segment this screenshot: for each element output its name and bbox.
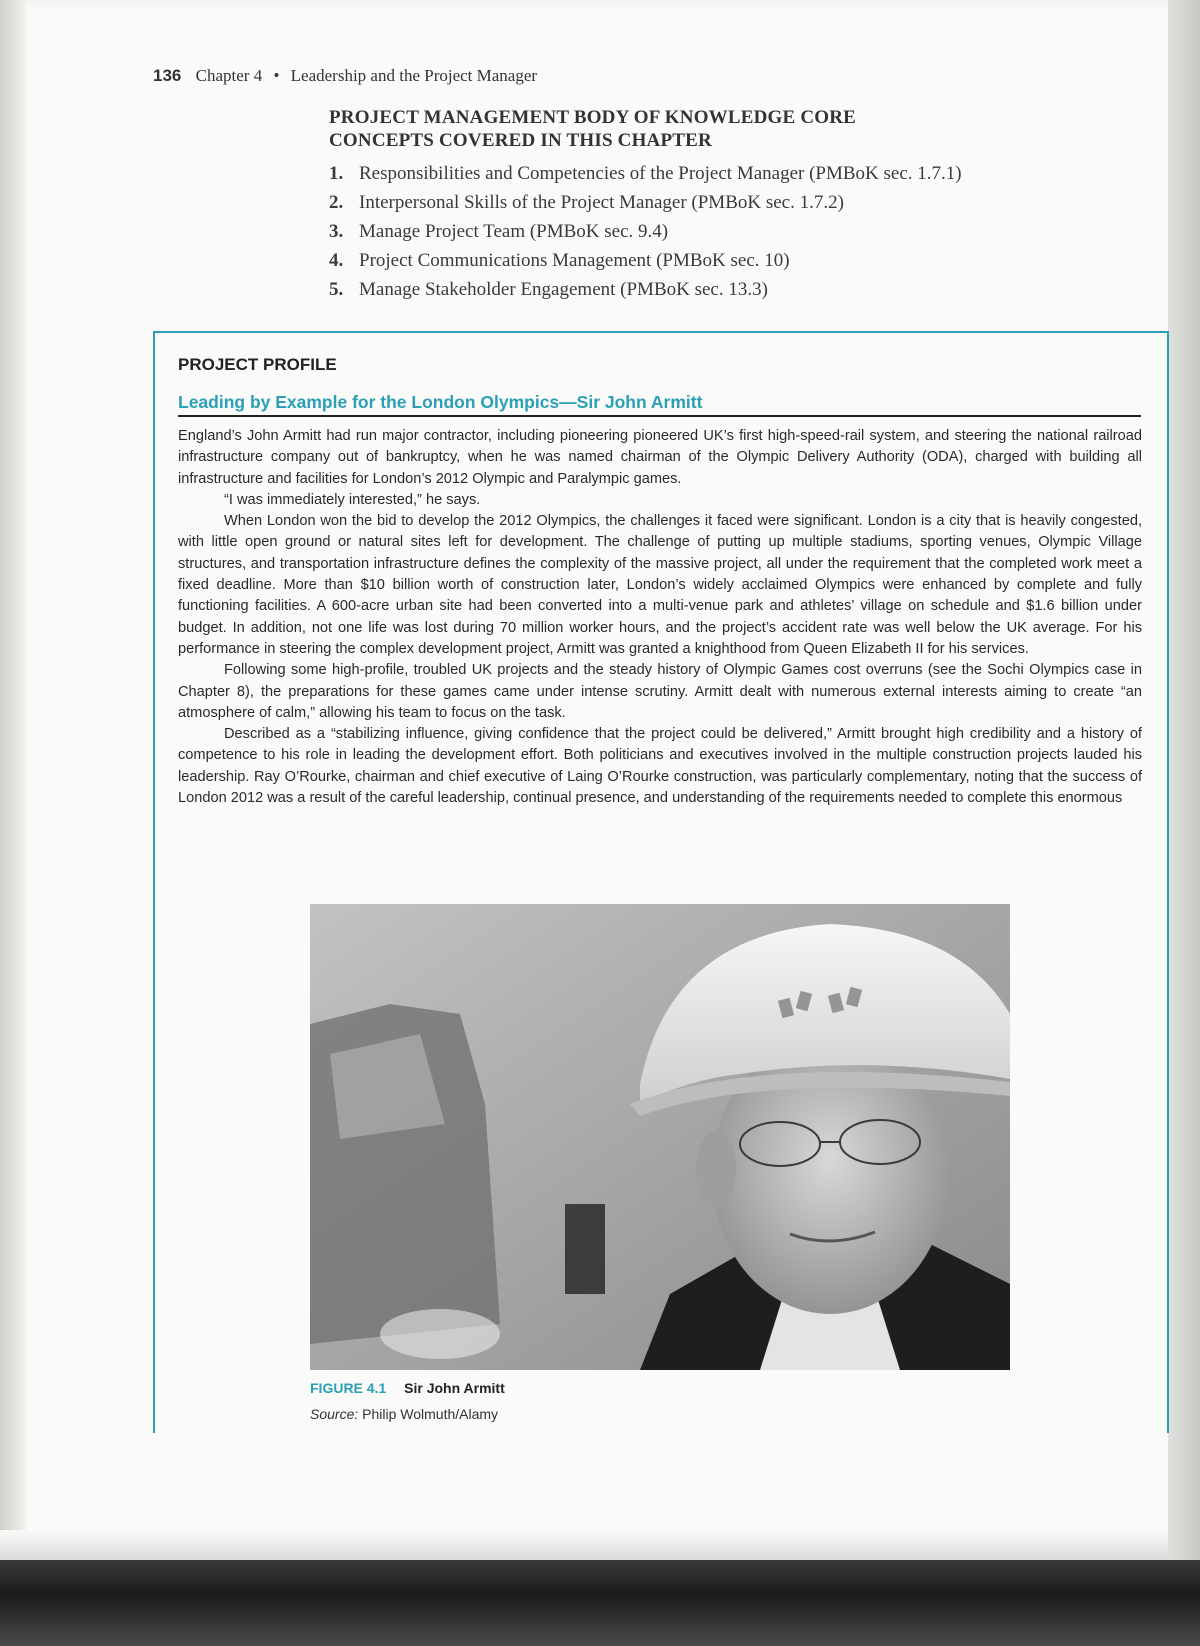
- page-number: 136: [153, 66, 182, 85]
- project-profile-title: Leading by Example for the London Olympics—Sir John Armitt: [178, 392, 1141, 417]
- core-concepts-heading-line1: PROJECT MANAGEMENT BODY OF KNOWLEDGE CORE: [329, 107, 857, 128]
- list-item-text: Manage Stakeholder Engagement (PMBoK sec. 13.3): [359, 279, 768, 300]
- list-item-number: 4.: [329, 250, 344, 271]
- running-header: [153, 66, 537, 86]
- spine-shadow: [0, 0, 26, 1646]
- page-edge-shadow: [1168, 0, 1200, 1646]
- paragraph: England’s John Armitt had run major contractor, including pioneering pioneered UK’s first high-speed-rail system, and steering the national railroad infrastructure company out of bankruptcy, when he was named chairman of the Olympic Delivery Authority (ODA), charged with building all infrastructure and facilities for London’s 2012 Olympic and Paralympic games.: [178, 428, 1142, 487]
- core-concepts-list: [329, 159, 962, 304]
- armitt-photo: [310, 904, 1010, 1370]
- figure-label: FIGURE 4.1: [310, 1380, 387, 1396]
- list-item-text: Responsibilities and Competencies of the Project Manager (PMBoK sec. 1.7.1): [359, 163, 962, 184]
- paragraph: “I was immediately interested,” he says.: [224, 491, 481, 508]
- paragraph: When London won the bid to develop the 2012 Olympics, the challenges it faced were significant. London is a city that is heavily congested, with little open ground or natural sites left for development. The challenge of putting up multiple stadiums, sporting venues, Olympic Village structures, and transportation infrastructure defines the complexity of the massive project, all under the requirement that the completed work meet a fixed deadline. More than $10 billion worth of construction later, London’s widely acclaimed Olympics were enhanced by complete and fully functioning facilities. A 600-acre urban site had been converted into a multi-venue park and athletes’ village on schedule and $1.6 billion under budget. In addition, not one life was lost during 70 million worker hours, and the project’s accident rate was well below the UK average. For his performance in steering the complex development project, Armitt was granted a knighthood from Queen Elizabeth II for his services.: [178, 513, 1142, 657]
- source-text: Philip Wolmuth/Alamy: [362, 1406, 499, 1422]
- figure-source: [310, 1406, 498, 1422]
- list-item-number: 5.: [329, 279, 344, 300]
- header-separator: •: [273, 66, 280, 85]
- chapter-number: Chapter 4: [195, 66, 263, 85]
- list-item-text: Interpersonal Skills of the Project Manager (PMBoK sec. 1.7.2): [359, 192, 844, 213]
- figure-caption: [310, 1380, 505, 1396]
- list-item-number: 3.: [329, 221, 344, 242]
- book-cover-strip: [0, 1560, 1200, 1646]
- list-item-number: 2.: [329, 192, 344, 213]
- list-item: [329, 159, 962, 188]
- figure-caption-text: Sir John Armitt: [404, 1380, 505, 1396]
- portrait-illustration: [310, 904, 1010, 1370]
- list-item: [329, 246, 962, 275]
- list-item-text: Project Communications Management (PMBoK sec. 10): [359, 250, 790, 271]
- chapter-title: Leadership and the Project Manager: [290, 66, 538, 85]
- page-bottom-edge: [0, 1530, 1168, 1562]
- list-item-text: Manage Project Team (PMBoK sec. 9.4): [359, 221, 669, 242]
- profile-body: [178, 426, 1142, 809]
- project-profile-label: PROJECT PROFILE: [178, 355, 337, 374]
- core-concepts-heading-line2: CONCEPTS COVERED IN THIS CHAPTER: [329, 130, 712, 151]
- list-item: [329, 217, 962, 246]
- paragraph: Following some high-profile, troubled UK projects and the steady history of Olympic Games cost overruns (see the Sochi Olympics case in Chapter 8), the preparations for these games came under intense scrutiny. Armitt dealt with numerous external interests aiming to create “an atmosphere of calm,” allowing his team to focus on the task.: [178, 662, 1142, 721]
- list-item: [329, 188, 962, 217]
- list-item: [329, 275, 962, 304]
- source-label: Source:: [310, 1406, 359, 1422]
- list-item-number: 1.: [329, 163, 344, 184]
- core-concepts-heading: [329, 106, 929, 152]
- paragraph: Described as a “stabilizing influence, giving confidence that the project could be delivered,” Armitt brought high credibility and a history of competence to his role in leading the development effort. Both politicians and executives involved in the multiple construction projects lauded his leadership. Ray O’Rourke, chairman and chief executive of Laing O’Rourke construction, was particularly complementary, noting that the success of London 2012 was a result of the careful leadership, continual presence, and understanding of the requirements needed to complete this enormous: [178, 726, 1142, 807]
